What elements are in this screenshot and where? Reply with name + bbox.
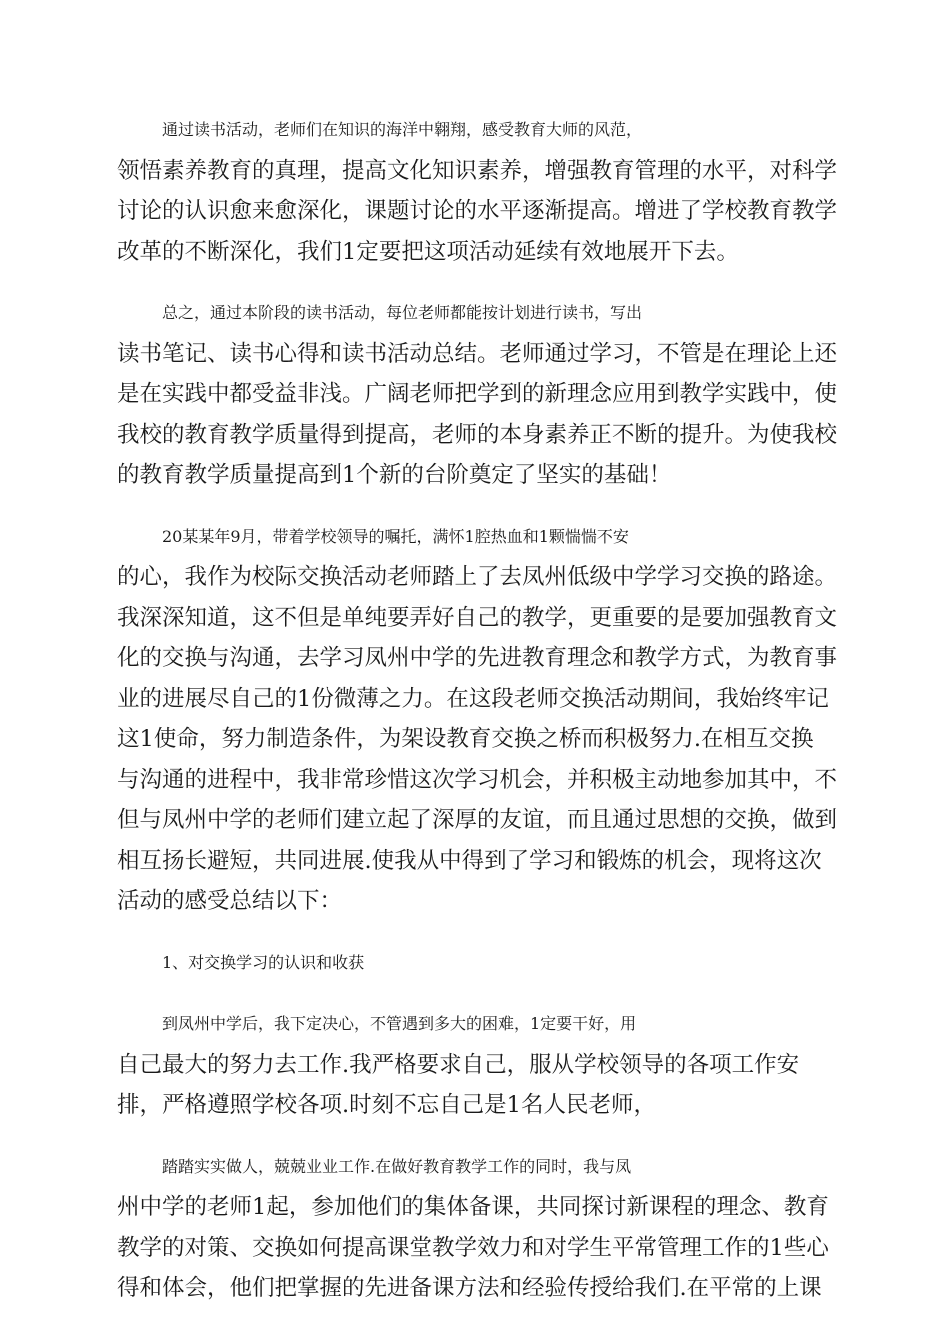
text-line: 化的交换与沟通，去学习凤州中学的先进教育理念和教学方式，为教育事 [117, 645, 838, 671]
paragraph [117, 517, 837, 922]
text-line: 得和体会，他们把掌握的先进备课方法和经验传授给我们.在平常的上课 [117, 1275, 822, 1301]
text-line: 读书笔记、读书心得和读书活动总结。老师通过学习，不管是在理论上还 [117, 340, 838, 367]
paragraph [117, 1004, 837, 1126]
text-line: 1、对交换学习的认识和收获 [162, 952, 365, 972]
text-line: 我深深知道，这不但是单纯要弄好自己的教学，更重要的是要加强教育文 [117, 604, 838, 631]
text-line: 改革的不断深化，我们1定要把这项活动延续有效地展开下去。 [117, 238, 739, 265]
text-line: 活动的感受总结以下： [117, 888, 343, 914]
text-line: 的教育教学质量提高到1个新的台阶奠定了坚实的基础！ [117, 462, 672, 488]
text-line: 与沟通的进程中，我非常珍惜这次学习机会，并积极主动地参加其中，不 [117, 766, 838, 793]
text-line: 排，严格遵照学校各项.时刻不忘自己是1名人民老师， [117, 1092, 656, 1118]
text-line: 的心，我作为校际交换活动老师踏上了去凤州低级中学学习交换的路途。 [117, 564, 838, 590]
text-line: 教学的对策、交换如何提高课堂教学效力和对学生平常管理工作的1些心 [117, 1234, 829, 1261]
text-line: 到凤州中学后，我下定决心，不管遇到多大的困难，1定要干好，用 [162, 1014, 637, 1033]
text-line: 业的进展尽自己的1份微薄之力。在这段老师交换活动期间，我始终牢记 [117, 685, 829, 712]
text-line: 我校的教育教学质量得到提高，老师的本身素养正不断的提升。为使我校 [117, 421, 838, 448]
text-line: 踏踏实实做人，兢兢业业工作.在做好教育教学工作的同时，我与凤 [162, 1156, 632, 1176]
paragraph [117, 943, 837, 984]
text-line: 通过读书活动，老师们在知识的海洋中翱翔，感受教育大师的风范， [162, 120, 643, 139]
paragraph [117, 1147, 837, 1309]
document-body [117, 110, 837, 1330]
text-line: 总之，通过本阶段的读书活动，每位老师都能按计划进行读书，写出 [162, 303, 643, 322]
text-line: 讨论的认识愈来愈深化，课题讨论的水平逐渐提高。增进了学校教育教学 [117, 198, 838, 224]
text-line: 州中学的老师1起，参加他们的集体备课，共同探讨新课程的理念、教育 [117, 1194, 829, 1220]
paragraph [117, 293, 837, 496]
text-line: 自己最大的努力去工作.我严格要求自己，服从学校领导的各项工作安 [117, 1051, 800, 1078]
text-line: 是在实践中都受益非浅。广阔老师把学到的新理念应用到教学实践中，使 [117, 381, 838, 407]
text-line: 领悟素养教育的真理，提高文化知识素养，增强教育管理的水平，对科学 [117, 157, 838, 184]
text-line: 这1使命，努力制造条件，为架设教育交换之桥而积极努力.在相互交换 [117, 726, 814, 752]
paragraph [117, 110, 837, 272]
text-line: 相互扬长避短，共同进展.使我从中得到了学习和锻炼的机会，现将这次 [117, 847, 822, 874]
text-line: 20某某年9月，带着学校领导的嘱托，满怀1腔热血和1颗惴惴不安 [162, 526, 629, 546]
text-line: 但与凤州中学的老师们建立起了深厚的友谊，而且通过思想的交换，做到 [117, 807, 838, 833]
